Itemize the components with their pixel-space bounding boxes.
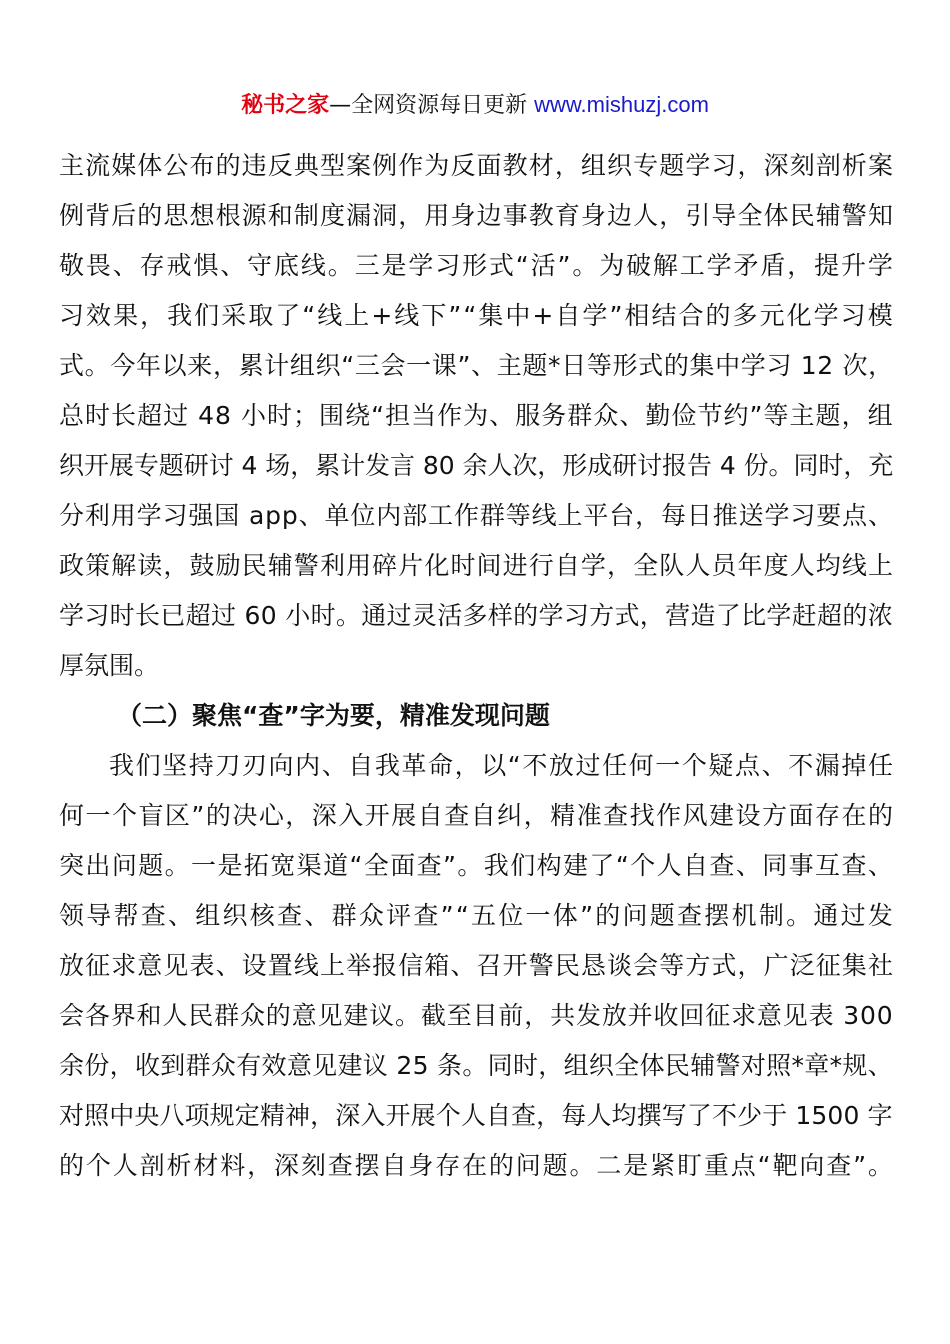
text-line-content: 习效果，我们采取了“线上+线下”“集中+自学”相结合的多元化学习模 <box>59 301 895 330</box>
text-line-content: 的个人剖析材料，深刻查摆自身存在的问题。二是紧盯重点“靶向查”。 <box>59 1151 895 1180</box>
paragraph-2 <box>59 741 896 1191</box>
text-line <box>59 541 893 591</box>
text-line <box>59 941 893 991</box>
text-line: 厚氛围。 <box>59 651 160 680</box>
text-line <box>59 591 893 641</box>
text-line-content: 领导帮查、组织核查、群众评查”“五位一体”的问题查摆机制。通过发 <box>59 901 896 930</box>
paragraph-1 <box>59 141 893 691</box>
text-line <box>59 291 893 341</box>
text-line-content: 式。今年以来，累计组织“三会一课”、主题*日等形式的集中学习 12 次， <box>59 351 894 380</box>
text-line-content: 突出问题。一是拓宽渠道“全面查”。我们构建了“个人自查、同事互查、 <box>59 851 895 880</box>
text-line <box>59 141 893 191</box>
text-line-content: 何一个盲区”的决心，深入开展自查自纠，精准查找作风建设方面存在的 <box>59 801 895 830</box>
text-line-content: 敬畏、存戒惧、守底线。三是学习形式“活”。为破解工学矛盾，提升学 <box>59 251 895 280</box>
text-line-content: 织开展专题研讨 4 场，累计发言 80 余人次，形成研讨报告 4 份。同时，充 <box>59 451 894 480</box>
text-line <box>59 341 893 391</box>
text-line-content: 我们坚持刀刃向内、自我革命，以“不放过任何一个疑点、不漏掉任 <box>109 751 895 780</box>
text-line <box>59 1091 893 1141</box>
text-line <box>59 391 893 441</box>
text-line <box>59 891 896 941</box>
text-line-content: 放征求意见表、设置线上举报信箱、召开警民恳谈会等方式，广泛征集社 <box>59 951 895 980</box>
text-line-content: 学习时长已超过 60 小时。通过灵活多样的学习方式，营造了比学赶超的浓 <box>59 601 894 630</box>
brand-name: 秘书之家 <box>241 93 330 118</box>
text-line <box>59 441 893 491</box>
text-line <box>59 241 893 291</box>
text-line-content: 对照中央八项规定精神，深入开展个人自查，每人均撰写了不少于 1500 字 <box>59 1101 893 1130</box>
text-line <box>59 491 893 541</box>
site-header <box>0 90 950 121</box>
text-line-content: 主流媒体公布的违反典型案例作为反面教材，组织专题学习，深刻剖析案 <box>59 151 895 180</box>
text-line <box>59 841 893 891</box>
text-line <box>59 991 893 1041</box>
text-line <box>59 1041 893 1091</box>
text-line-content: 会各界和人民群众的意见建议。截至目前，共发放并收回征求意见表 300 <box>59 1001 894 1030</box>
site-url-link[interactable]: www.mishuzj.com <box>534 92 709 117</box>
text-line <box>59 741 893 791</box>
text-line-content: 总时长超过 48 小时；围绕“担当作为、服务群众、勤俭节约”等主题，组 <box>59 401 894 430</box>
text-line <box>59 791 893 841</box>
document-body <box>59 141 896 1191</box>
section-heading: （二）聚焦“查”字为要，精准发现问题 <box>117 701 550 730</box>
header-tagline: —全网资源每日更新 <box>329 93 535 118</box>
text-line-content: 分利用学习强国 app、单位内部工作群等线上平台，每日推送学习要点、 <box>59 501 894 530</box>
text-line <box>59 1141 893 1191</box>
text-line-content: 余份，收到群众有效意见建议 25 条。同时，组织全体民辅警对照*章*规、 <box>59 1051 894 1080</box>
text-line-content: 例背后的思想根源和制度漏洞，用身边事教育身边人，引导全体民辅警知 <box>59 201 895 230</box>
text-line <box>59 191 893 241</box>
text-line-content: 政策解读，鼓励民辅警利用碎片化时间进行自学，全队人员年度人均线上 <box>59 551 895 580</box>
